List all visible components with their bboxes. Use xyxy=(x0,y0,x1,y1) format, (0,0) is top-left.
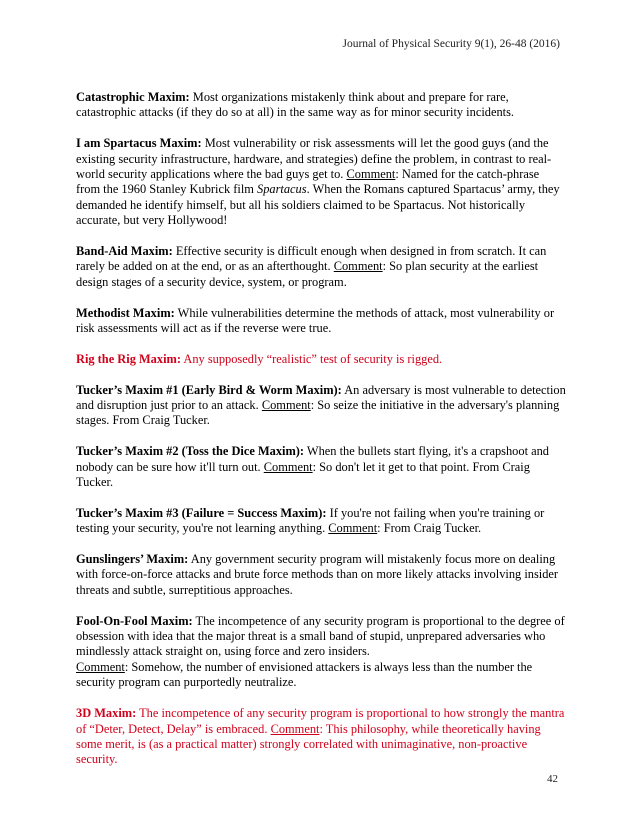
comment-text: : Somehow, the number of envisioned attackers is always less than the number the security program can purportedly neutralize. xyxy=(76,659,533,690)
maxim-fool-on-fool xyxy=(76,614,566,691)
maxim-title: Gunslingers’ Maxim: xyxy=(76,552,189,567)
comment-label: Comment xyxy=(328,521,378,536)
comment-text: : So plan security at the earliest design stages of a security device, system, or program. xyxy=(76,259,539,289)
maxim-title: Tucker’s Maxim #1 (Early Bird & Worm Maxim): xyxy=(76,382,342,397)
maxim-catastrophic xyxy=(76,90,566,121)
document-body xyxy=(76,90,566,783)
maxim-text: The incompetence of any security program is proportional to how strongly the mantra of “Deter, Detect, Delay” is embraced. xyxy=(76,706,565,736)
maxim-band-aid xyxy=(76,244,566,290)
maxim-text: Any supposedly “realistic” test of security is rigged. xyxy=(183,351,443,366)
comment-text: : This philosophy, while theoretically having some merit, is (as a practical matter) strongly correlated with unimaginative, non-proactive security. xyxy=(76,721,541,767)
maxim-title: Catastrophic Maxim: xyxy=(76,90,190,104)
comment-label: Comment xyxy=(261,398,311,413)
maxim-text: Effective security is difficult enough when designed in from scratch. It can rarely be added on at the end, or as an afterthought. xyxy=(76,244,547,274)
maxim-title: Band-Aid Maxim: xyxy=(76,244,173,259)
maxim-text: Most vulnerability or risk assessments will let the good guys (and the existing security infrastructure, hardware, and strategies) define the problem, in contrast to real-world security applications where the bad guys get to. xyxy=(76,136,552,182)
maxim-title: 3D Maxim: xyxy=(76,706,137,721)
maxim-spartacus xyxy=(76,136,566,228)
maxim-tucker-2 xyxy=(76,444,566,490)
comment-label: Comment xyxy=(76,659,125,674)
maxim-title: Rig the Rig Maxim: xyxy=(76,351,181,366)
comment-text: : So seize the initiative in the adversary's planning stages. From Craig Tucker. xyxy=(76,398,560,428)
comment-label: Comment xyxy=(263,459,313,474)
maxim-text: An adversary is most vulnerable to detection and disruption just prior to an attack. xyxy=(76,382,566,413)
maxim-tucker-1 xyxy=(76,383,566,429)
maxim-gunslingers xyxy=(76,552,566,598)
page-number: 42 xyxy=(547,773,558,785)
maxim-title: Tucker’s Maxim #3 (Failure = Success Maxim): xyxy=(76,505,327,520)
maxim-rig-the-rig xyxy=(76,352,566,367)
maxim-text: If you're not failing when you're training or testing your security, you're not learning anything. xyxy=(76,505,545,536)
maxim-title: Tucker’s Maxim #2 (Toss the Dice Maxim): xyxy=(76,444,305,459)
maxim-tucker-3 xyxy=(76,506,566,537)
comment-text: . When the Romans captured Spartacus’ army, they demanded he identify himself, but all his soldiers claimed to be Spartacus. Not historically accurate, but very Hollywood! xyxy=(76,182,560,228)
maxim-text: Any government security program will mistakenly focus more on dealing with force-on-force attacks and brute force methods than on more likely attacks involving insider threats and subtle, surreptitious approaches. xyxy=(76,552,559,597)
maxim-title: Methodist Maxim: xyxy=(76,305,175,320)
journal-header: Journal of Physical Security 9(1), 26-48 (2016) xyxy=(342,38,560,50)
maxim-title: I am Spartacus Maxim: xyxy=(76,136,202,151)
maxim-3d xyxy=(76,706,566,768)
maxim-text: The incompetence of any security program is proportional to the degree of obsession with idea that the major threat is a small band of stupid, unprepared adversaries who mindlessly attack straight on, using force and zero insiders. xyxy=(76,613,565,659)
comment-label: Comment xyxy=(346,167,396,182)
maxim-text: While vulnerabilities determine the methods of attack, most vulnerability or risk assessments will act as if the reverse were true. xyxy=(76,305,555,336)
maxim-text: Most organizations mistakenly think about and prepare for rare, catastrophic attacks (if they do so at all) in the same way as for minor security incidents. xyxy=(76,90,515,120)
comment-text: : So don't let it get to that point. From Craig Tucker. xyxy=(76,459,530,490)
maxim-text: When the bullets start flying, it's a crapshoot and nobody can be sure how it'll turn out. xyxy=(76,444,549,474)
film-title: Spartacus xyxy=(257,182,307,197)
comment-label: Comment xyxy=(333,259,383,274)
comment-text: : From Craig Tucker. xyxy=(377,521,482,536)
comment-label: Comment xyxy=(270,721,320,736)
maxim-title: Fool-On-Fool Maxim: xyxy=(76,613,193,628)
maxim-methodist xyxy=(76,306,566,337)
comment-text: : Named for the catch-phrase from the 1960 Stanley Kubrick film xyxy=(76,167,540,197)
